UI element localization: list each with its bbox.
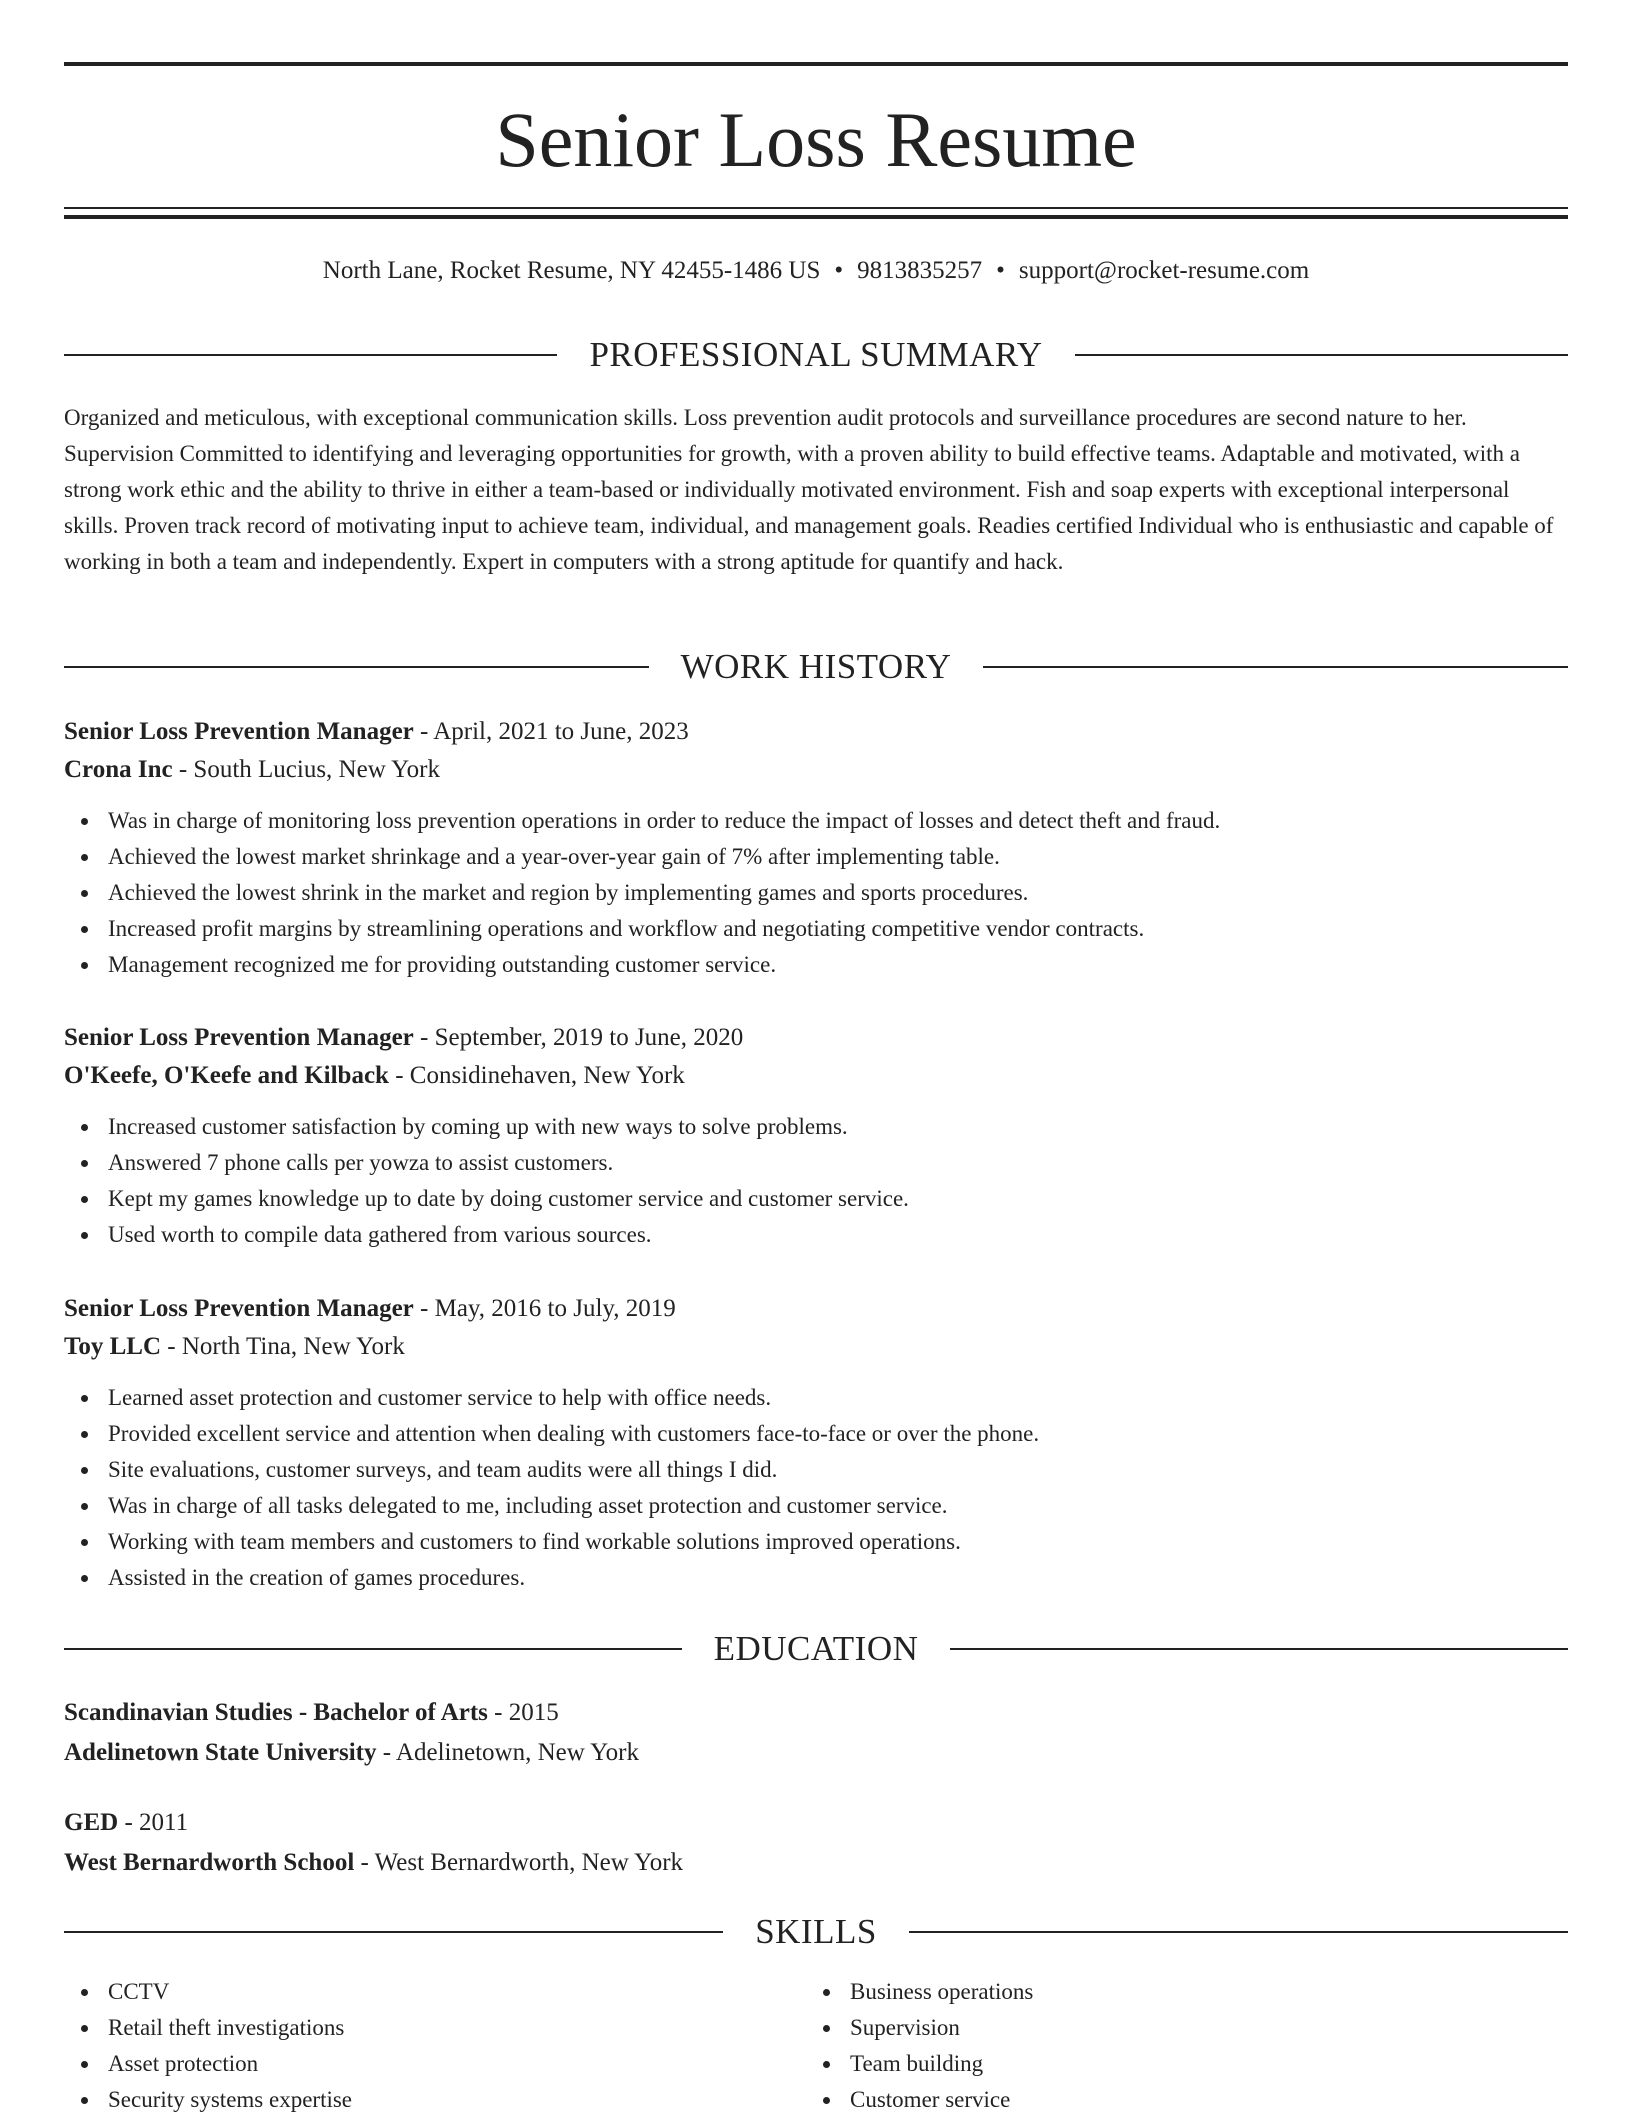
section-rule: [983, 666, 1568, 668]
section-header-education: [64, 1627, 1568, 1671]
bullet-icon: [81, 962, 88, 969]
bullet-icon: [81, 1196, 88, 1203]
section-rule: [64, 1931, 723, 1933]
bullet-icon: [823, 2097, 830, 2104]
job-company: Toy LLC: [64, 1333, 162, 1360]
education-degree-line: [64, 1693, 1568, 1733]
list-item: [64, 2010, 352, 2046]
skill-text: Business operations: [850, 1979, 1034, 2004]
bullet-text: Kept my games knowledge up to date by doing customer service and customer service.: [108, 1186, 909, 1211]
bullet-text: Site evaluations, customer surveys, and team audits were all things I did.: [108, 1457, 778, 1482]
education-year: - 2011: [118, 1809, 189, 1836]
bullet-icon: [81, 1989, 88, 1996]
job-company-line: [64, 1057, 1568, 1095]
list-item: [806, 2082, 1033, 2118]
bullet-text: Management recognized me for providing outstanding customer service.: [108, 952, 777, 977]
job-company-line: [64, 1328, 1568, 1366]
skill-text: Customer service: [850, 2087, 1011, 2112]
education-degree: GED: [64, 1809, 119, 1836]
section-title: WORK HISTORY: [680, 647, 952, 686]
job-company: O'Keefe, O'Keefe and Kilback: [64, 1062, 389, 1089]
job-location: - North Tina, New York: [161, 1333, 405, 1360]
bullet-text: Increased customer satisfaction by coming up with new ways to solve problems.: [108, 1114, 848, 1139]
bullet-icon: [81, 1539, 88, 1546]
list-item: [806, 2010, 1033, 2046]
job-entry: [64, 1019, 1568, 1253]
skills-list-left: [64, 1974, 352, 2118]
contact-phone: 9813835257: [857, 257, 983, 284]
list-item: [64, 2046, 352, 2082]
bullet-icon: [81, 890, 88, 897]
education-school-line: [64, 1843, 1568, 1883]
education-year: - 2015: [487, 1699, 559, 1726]
list-item: [64, 2082, 352, 2118]
title-rule-thin: [64, 207, 1568, 209]
job-entry: [64, 1290, 1568, 1596]
bullet-icon: [81, 1160, 88, 1167]
list-item: [64, 839, 1568, 875]
bullet-text: Was in charge of monitoring loss prevention operations in order to reduce the impact of losses and detect theft and fraud.: [108, 808, 1221, 833]
list-item: [806, 2046, 1033, 2082]
section-rule: [64, 1648, 682, 1650]
skill-text: Asset protection: [108, 2051, 259, 2076]
skills-list-right: [806, 1974, 1033, 2118]
bullet-icon: [81, 1431, 88, 1438]
job-location: - South Lucius, New York: [172, 756, 440, 783]
section-header-summary: [64, 333, 1568, 377]
contact-separator: •: [996, 257, 1005, 284]
section-header-work: [64, 645, 1568, 689]
list-item: [64, 1380, 1568, 1416]
job-bullets: [64, 1380, 1568, 1596]
bullet-icon: [823, 1989, 830, 1996]
section-title: PROFESSIONAL SUMMARY: [589, 335, 1043, 374]
section-rule: [64, 666, 649, 668]
bullet-text: Used worth to compile data gathered from various sources.: [108, 1222, 652, 1247]
education-entry: [64, 1693, 1568, 1773]
job-company: Crona Inc: [64, 756, 173, 783]
education-location: - West Bernardworth, New York: [354, 1849, 684, 1876]
job-company-line: [64, 751, 1568, 789]
bullet-icon: [81, 2061, 88, 2068]
list-item: [64, 875, 1568, 911]
bullet-icon: [81, 1395, 88, 1402]
skill-text: Retail theft investigations: [108, 2015, 345, 2040]
job-title-line: [64, 1019, 1568, 1057]
section-rule: [950, 1648, 1568, 1650]
list-item: [64, 911, 1568, 947]
list-item: [64, 1560, 1568, 1596]
bullet-icon: [81, 1467, 88, 1474]
bullet-icon: [823, 2025, 830, 2032]
contact-address: North Lane, Rocket Resume, NY 42455-1486 US: [322, 257, 821, 284]
job-dates: - September, 2019 to June, 2020: [413, 1024, 744, 1051]
job-location: - Considinehaven, New York: [388, 1062, 685, 1089]
bullet-icon: [81, 1124, 88, 1131]
job-dates: - April, 2021 to June, 2023: [413, 718, 689, 745]
section-rule: [909, 1931, 1568, 1933]
education-entry: [64, 1803, 1568, 1883]
contact-line: [64, 254, 1568, 288]
section-title: EDUCATION: [713, 1629, 919, 1668]
bullet-icon: [81, 1503, 88, 1510]
bullet-icon: [81, 1232, 88, 1239]
education-school: Adelinetown State University: [64, 1739, 377, 1766]
list-item: [64, 1488, 1568, 1524]
list-item: [64, 947, 1568, 983]
job-title-line: [64, 1290, 1568, 1328]
section-rule: [64, 354, 557, 356]
bullet-icon: [81, 854, 88, 861]
top-rule: [64, 62, 1568, 66]
skill-text: CCTV: [108, 1979, 170, 2004]
list-item: [64, 1974, 352, 2010]
section-header-skills: [64, 1910, 1568, 1954]
contact-email: support@rocket-resume.com: [1018, 257, 1310, 284]
education-degree-line: [64, 1803, 1568, 1843]
job-title: Senior Loss Prevention Manager: [64, 718, 414, 745]
skill-text: Team building: [850, 2051, 984, 2076]
list-item: [64, 1109, 1568, 1145]
bullet-icon: [81, 818, 88, 825]
list-item: [64, 1145, 1568, 1181]
skill-text: Security systems expertise: [108, 2087, 353, 2112]
job-bullets: [64, 1109, 1568, 1253]
education-school: West Bernardworth School: [64, 1849, 355, 1876]
job-title: Senior Loss Prevention Manager: [64, 1024, 414, 1051]
list-item: [64, 803, 1568, 839]
contact-separator: •: [834, 257, 844, 284]
job-entry: [64, 713, 1568, 983]
section-rule: [1075, 354, 1568, 356]
job-title: Senior Loss Prevention Manager: [64, 1295, 414, 1322]
list-item: [64, 1217, 1568, 1253]
bullet-text: Provided excellent service and attention when dealing with customers face-to-face or over the phone.: [108, 1421, 1040, 1446]
title-rule-thick: [64, 215, 1568, 219]
bullet-text: Increased profit margins by streamlining operations and workflow and negotiating competitive vendor contracts.: [108, 916, 1145, 941]
education-location: - Adelinetown, New York: [376, 1739, 639, 1766]
education-school-line: [64, 1733, 1568, 1773]
job-bullets: [64, 803, 1568, 983]
resume-title: Senior Loss Resume: [495, 96, 1137, 183]
bullet-icon: [823, 2061, 830, 2068]
list-item: [64, 1416, 1568, 1452]
summary-text: Organized and meticulous, with exceptional communication skills. Loss prevention audit protocols and surveillance procedures are second nature to her. Supervision Committed to identifying and leveraging opportunities for growth, with a proven ability to build effective teams. Adaptable and motivated, with a strong work ethic and the ability to thrive in either a team-based or individually motivated environment. Fish and soap experts with exceptional interpersonal skills. Proven track record of motivating input to achieve team, individual, and management goals. Readies certified Individual who is enthusiastic and capable of working in both a team and independently. Expert in computers with a strong aptitude for quantify and hack.: [64, 405, 1554, 574]
section-title: SKILLS: [755, 1912, 877, 1951]
bullet-text: Learned asset protection and customer service to help with office needs.: [108, 1385, 772, 1410]
job-dates: - May, 2016 to July, 2019: [413, 1295, 676, 1322]
list-item: [64, 1181, 1568, 1217]
bullet-text: Achieved the lowest market shrinkage and a year-over-year gain of 7% after implementing table.: [108, 844, 1000, 869]
bullet-icon: [81, 2097, 88, 2104]
bullet-text: Achieved the lowest shrink in the market and region by implementing games and sports procedures.: [108, 880, 1029, 905]
list-item: [64, 1524, 1568, 1560]
bullet-icon: [81, 2025, 88, 2032]
bullet-text: Answered 7 phone calls per yowza to assist customers.: [108, 1150, 614, 1175]
list-item: [64, 1452, 1568, 1488]
bullet-icon: [81, 1575, 88, 1582]
skill-text: Supervision: [850, 2015, 960, 2040]
bullet-text: Working with team members and customers to find workable solutions improved operations.: [108, 1529, 961, 1554]
education-degree: Scandinavian Studies - Bachelor of Arts: [64, 1699, 488, 1726]
bullet-icon: [81, 926, 88, 933]
bullet-text: Assisted in the creation of games procedures.: [108, 1565, 526, 1590]
job-title-line: [64, 713, 1568, 751]
bullet-text: Was in charge of all tasks delegated to me, including asset protection and customer service.: [108, 1493, 948, 1518]
list-item: [806, 1974, 1033, 2010]
